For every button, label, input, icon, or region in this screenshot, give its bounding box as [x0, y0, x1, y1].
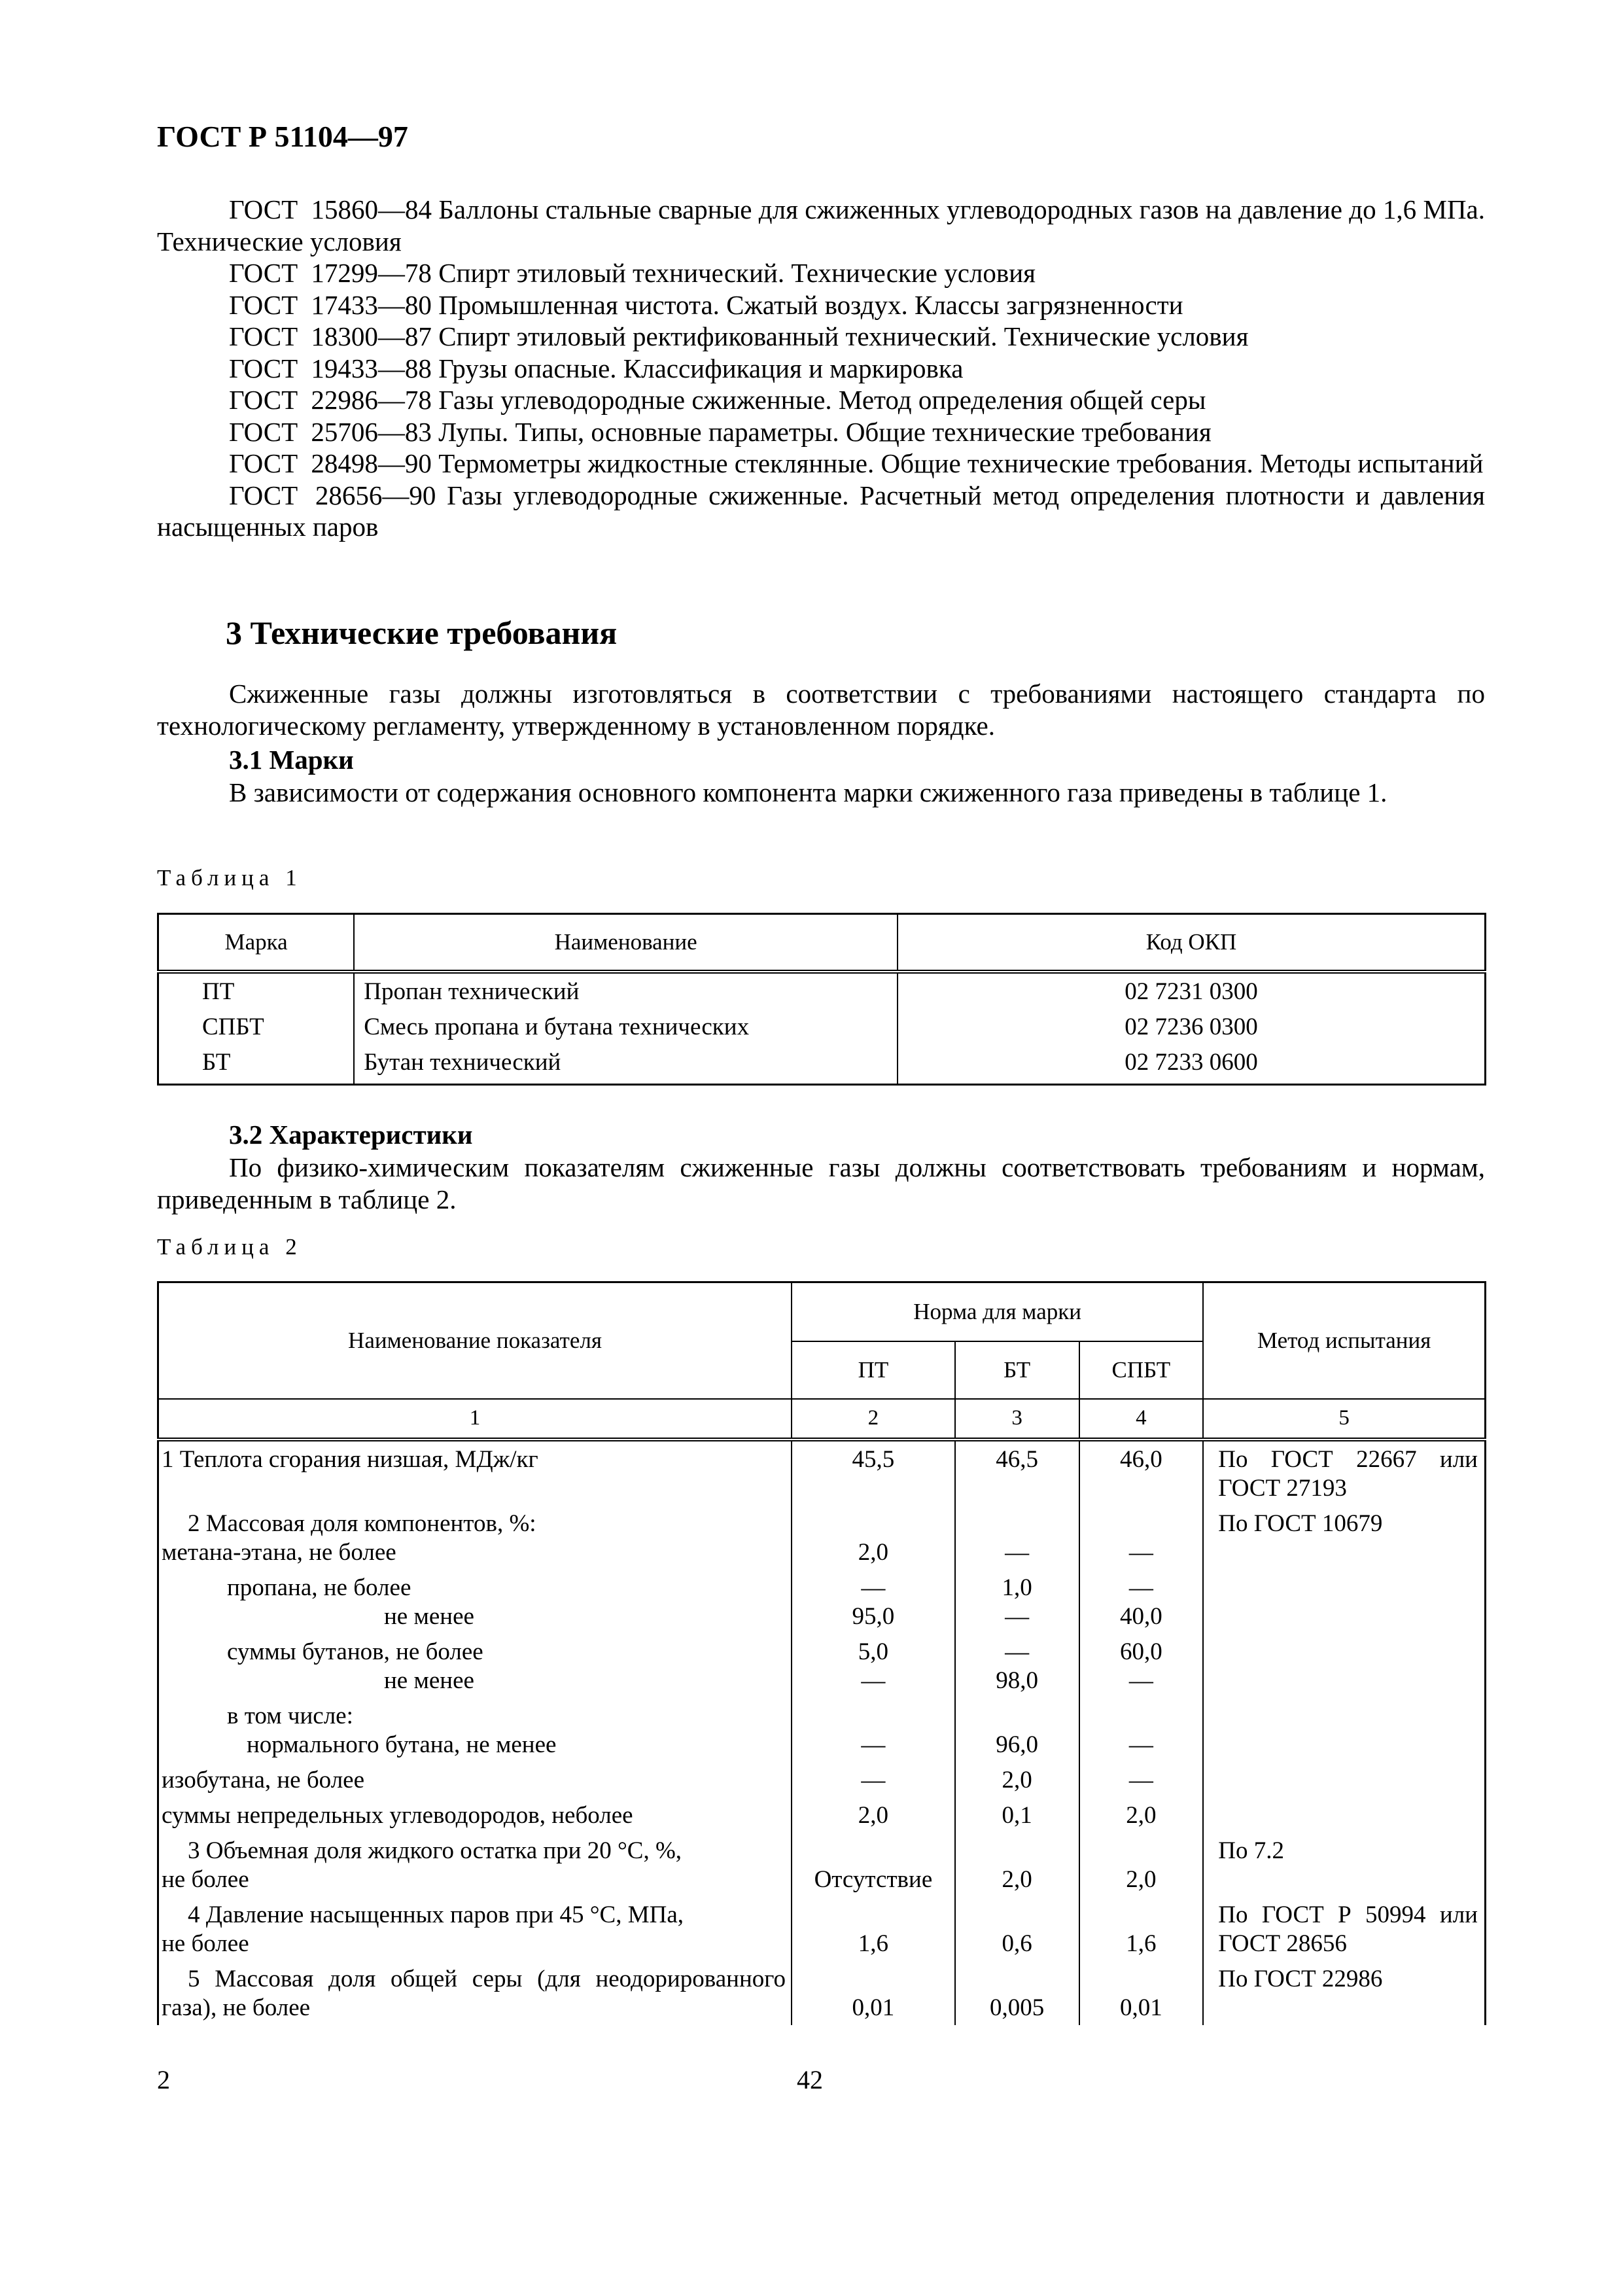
value-spbt: 60,0 —	[1079, 1634, 1204, 1698]
value-pt: 5,0 —	[792, 1634, 955, 1698]
reference-title: Газы углеводородные сжиженные. Метод определения общей серы	[438, 385, 1206, 415]
value-pt: 2,0	[792, 1506, 955, 1570]
value-bt: 2,0	[955, 1833, 1079, 1897]
reference-code: ГОСТ 15860—84	[229, 194, 432, 224]
table-1-header-code: Код ОКП	[898, 914, 1485, 972]
table-row	[158, 1698, 1486, 1762]
row-name: изобутана, не более	[158, 1762, 792, 1797]
value-pt: 2,0	[792, 1797, 955, 1833]
subsection-3-1-text: В зависимости от содержания основного компонента марки сжиженного газа приведены в таблице 1.	[229, 777, 1387, 807]
page-number-left: 2	[157, 2065, 170, 2094]
table-row	[158, 1009, 1486, 1044]
subsection-3-2-title: 3.2 Характеристики	[229, 1120, 473, 1150]
value-pt: 0,01	[792, 1961, 955, 2025]
reference-item	[157, 416, 1485, 448]
table-2-header-bt: БТ	[955, 1341, 1079, 1399]
value-spbt: — 40,0	[1079, 1570, 1204, 1634]
value-pt: —	[792, 1762, 955, 1797]
reference-item	[157, 480, 1485, 543]
table-row	[158, 1634, 1486, 1698]
test-method: По ГОСТ 22667 или ГОСТ 27193	[1203, 1439, 1485, 1506]
document-header: ГОСТ Р 51104—97	[157, 120, 408, 153]
row-name: 4 Давление насыщенных паров при 45 °С, МПа, не более	[158, 1897, 792, 1961]
reference-code: ГОСТ 28498—90	[229, 448, 432, 478]
table-row	[158, 1762, 1486, 1797]
reference-title: Промышленная чистота. Сжатый воздух. Классы загрязненности	[438, 289, 1183, 320]
value-bt: 0,1	[955, 1797, 1079, 1833]
table-1	[157, 913, 1486, 1086]
table-cell: Пропан технический	[354, 972, 898, 1009]
reference-code: ГОСТ 28656—90	[229, 480, 436, 510]
section-3-intro: Сжиженные газы должны изготовляться в соответствии с требованиями настоящего стандарта по технологическому регламенту, утвержденному в установленном порядке.	[157, 679, 1485, 741]
table-1-header-mark: Марка	[158, 914, 355, 972]
table-row	[158, 1439, 1486, 1506]
table-2-header-norm: Норма для марки	[792, 1282, 1203, 1342]
subsection-3-1-title: 3.1 Марки	[229, 745, 354, 775]
reference-item	[157, 353, 1485, 385]
value-spbt: —	[1079, 1698, 1204, 1762]
value-bt: 0,6	[955, 1897, 1079, 1961]
row-name: 2 Массовая доля компонентов, %: метана-этана, не более	[158, 1506, 792, 1570]
value-pt: — 95,0	[792, 1570, 955, 1634]
row-name: в том числе: нормального бутана, не менее	[158, 1698, 792, 1762]
value-bt: 1,0 —	[955, 1570, 1079, 1634]
table-cell: ПТ	[158, 972, 355, 1009]
value-bt: —	[955, 1506, 1079, 1570]
row-name: 3 Объемная доля жидкого остатка при 20 °С, %, не более	[158, 1833, 792, 1897]
column-number: 2	[792, 1399, 955, 1439]
table-1-caption: Таблица 1	[157, 865, 302, 891]
table-row	[158, 1961, 1486, 2025]
table-cell: БТ	[158, 1044, 355, 1080]
value-pt: 45,5	[792, 1439, 955, 1506]
reference-code: ГОСТ 17433—80	[229, 289, 432, 320]
value-spbt: 2,0	[1079, 1797, 1204, 1833]
reference-item	[157, 289, 1485, 321]
section-3-title: 3 Технические требования	[226, 614, 618, 651]
table-row	[158, 1570, 1486, 1634]
reference-title: Спирт этиловый технический. Технические условия	[438, 258, 1036, 288]
page-number-center: 42	[797, 2065, 823, 2094]
value-spbt: —	[1079, 1762, 1204, 1797]
table-row	[158, 972, 1486, 1009]
reference-title: Термометры жидкостные стеклянные. Общие технические требования. Методы испытаний	[438, 448, 1484, 478]
table-row	[158, 1044, 1486, 1080]
row-name: пропана, не более не менее	[158, 1570, 792, 1634]
table-cell: 02 7231 0300	[898, 972, 1485, 1009]
subsection-3-2-text: По физико-химическим показателям сжиженные газы должны соответствовать требованиям и нормам, приведенным в таблице 2.	[157, 1152, 1485, 1214]
table-cell: Смесь пропана и бутана технических	[354, 1009, 898, 1044]
value-bt: 2,0	[955, 1762, 1079, 1797]
row-name: 5 Массовая доля общей серы (для неодорированного газа), не более	[158, 1961, 792, 2025]
table-1-header-name: Наименование	[354, 914, 898, 972]
value-spbt: 1,6	[1079, 1897, 1204, 1961]
value-bt: 46,5	[955, 1439, 1079, 1506]
table-2-header-pt: ПТ	[792, 1341, 955, 1399]
reference-title: Грузы опасные. Классификация и маркировка	[438, 353, 964, 383]
reference-code: ГОСТ 25706—83	[229, 416, 432, 447]
table-cell: 02 7236 0300	[898, 1009, 1485, 1044]
reference-title: Спирт этиловый ректификованный технический. Технические условия	[438, 321, 1249, 351]
value-spbt: —	[1079, 1506, 1204, 1570]
reference-item	[157, 194, 1485, 257]
test-method: По ГОСТ 22986	[1203, 1961, 1485, 2025]
table-cell: Бутан технический	[354, 1044, 898, 1080]
test-method: По 7.2	[1203, 1833, 1485, 1897]
table-row	[158, 1506, 1486, 1570]
value-spbt: 46,0	[1079, 1439, 1204, 1506]
reference-title: Баллоны стальные сварные для сжиженных углеводородных газов на давление до 1,6 МПа. Технические условия	[157, 194, 1486, 256]
reference-item	[157, 321, 1485, 353]
value-pt: 1,6	[792, 1897, 955, 1961]
table-cell: 02 7233 0600	[898, 1044, 1485, 1080]
value-pt: —	[792, 1698, 955, 1762]
reference-code: ГОСТ 17299—78	[229, 258, 432, 288]
reference-title: Лупы. Типы, основные параметры. Общие технические требования	[438, 416, 1212, 447]
reference-code: ГОСТ 18300—87	[229, 321, 432, 351]
value-spbt: 0,01	[1079, 1961, 1204, 2025]
value-pt: Отсутствие	[792, 1833, 955, 1897]
column-number: 3	[955, 1399, 1079, 1439]
test-method: По ГОСТ Р 50994 или ГОСТ 28656	[1203, 1897, 1485, 1961]
row-name: суммы бутанов, не более не менее	[158, 1634, 792, 1698]
reference-title: Газы углеводородные сжиженные. Расчетный метод определения плотности и давления насыщенных паров	[157, 480, 1485, 542]
reference-item	[157, 448, 1485, 480]
column-number: 5	[1203, 1399, 1485, 1439]
table-row	[158, 1897, 1486, 1961]
row-name: суммы непредельных углеводородов, неболее	[158, 1797, 792, 1833]
reference-code: ГОСТ 22986—78	[229, 385, 432, 415]
table-row	[158, 1797, 1486, 1833]
row-name: 1 Теплота сгорания низшая, МДж/кг	[158, 1439, 792, 1506]
table-2-header-spbt: СПБТ	[1079, 1341, 1204, 1399]
value-bt: 0,005	[955, 1961, 1079, 2025]
reference-item	[157, 257, 1485, 289]
value-bt: — 98,0	[955, 1634, 1079, 1698]
table-2	[157, 1281, 1486, 2025]
column-number: 4	[1079, 1399, 1204, 1439]
reference-item	[157, 384, 1485, 416]
reference-code: ГОСТ 19433—88	[229, 353, 432, 383]
table-cell: СПБТ	[158, 1009, 355, 1044]
value-spbt: 2,0	[1079, 1833, 1204, 1897]
value-bt: 96,0	[955, 1698, 1079, 1762]
column-number: 1	[158, 1399, 792, 1439]
table-row	[158, 1833, 1486, 1897]
table-2-header-indicator: Наименование показателя	[158, 1282, 792, 1400]
table-2-caption: Таблица 2	[157, 1234, 302, 1260]
test-method: По ГОСТ 10679	[1203, 1506, 1485, 1570]
normative-references	[157, 194, 1485, 543]
table-2-header-method: Метод испытания	[1203, 1282, 1485, 1400]
